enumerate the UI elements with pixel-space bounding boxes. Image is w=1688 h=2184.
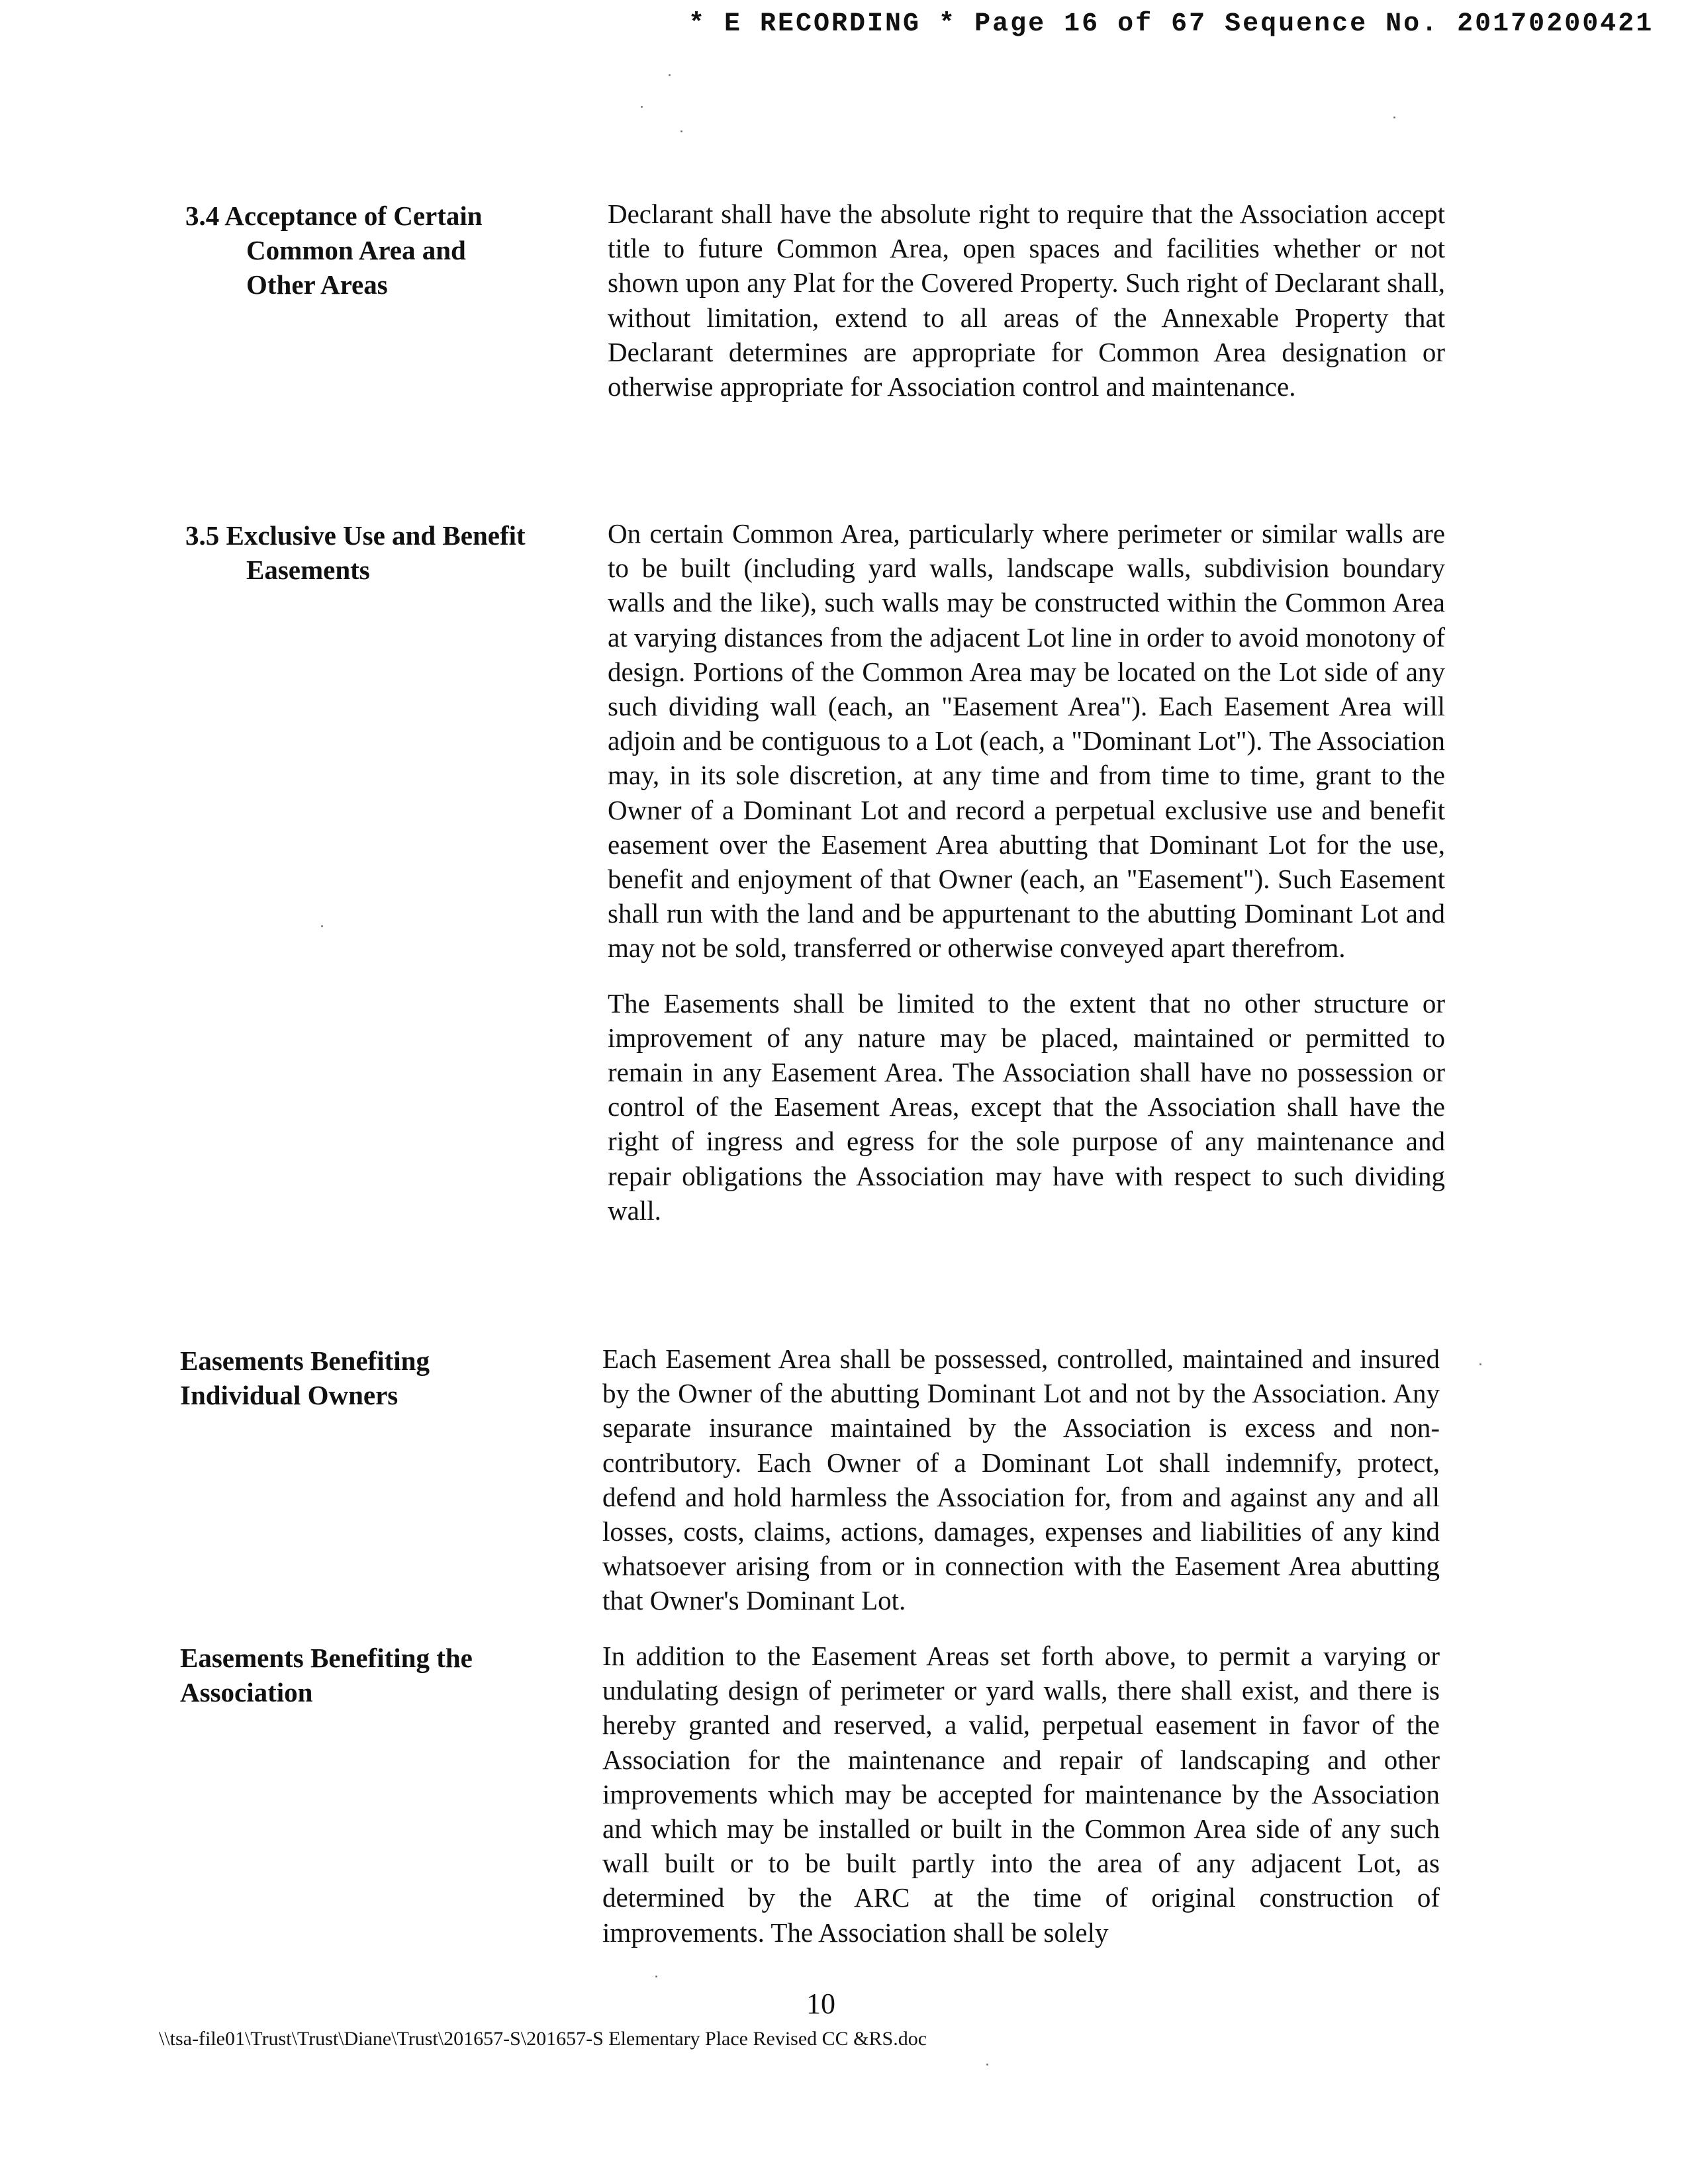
paragraph: On certain Common Area, particularly where perimeter or similar walls are to be built (including yard walls, landscape walls, subdivision boundary walls and the like), such walls may be constructed within the Common Area at varying distances from the adjacent Lot line in order to avoid monotony of design. Portions of the Common Area may be located on the Lot side of any such dividing wall (each, an "Easement Area"). Each Easement Area will adjoin and be contiguous to a Lot (each, a "Dominant Lot"). The Association may, in its sole discretion, at any time and from time to time, grant to the Owner of a Dominant Lot and record a perpetual exclusive use and benefit easement over the Easement Area abutting that Dominant Lot for the use, benefit and enjoyment of that Owner (each, an "Easement"). Such Easement shall run with the land and be appurtenant to the abutting Dominant Lot and may not be sold, transferred or otherwise conveyed apart therefrom. <box>608 518 1445 964</box>
paragraph: In addition to the Easement Areas set forth above, to permit a varying or undulating design of perimeter or yard walls, there shall exist, and there is hereby granted and reserved, a valid, perpetual easement in favor of the Association for the maintenance and repair of landscaping and other improvements which may be accepted for maintenance by the Association and which may be installed or built in the Common Area side of any such wall built or to be built partly into the area of any adjacent Lot, as determined by the ARC at the time of original construction of improvements. The Association shall be solely <box>602 1641 1440 1948</box>
section-body <box>608 516 1445 1248</box>
paragraph: The Easements shall be limited to the extent that no other structure or improvement of any nature may be placed, maintained or permitted to remain in any Easement Area. The Association shall have no possession or control of the Easement Areas, except that the Association shall have the right of ingress and egress for the sole purpose of any maintenance and repair obligations the Association may have with respect to such dividing wall. <box>608 987 1445 1226</box>
scan-speck <box>986 2064 988 2066</box>
scan-speck <box>321 925 323 927</box>
section-body <box>602 1342 1440 1639</box>
heading-line: Association <box>180 1677 313 1707</box>
recording-stamp: * E RECORDING * Page 16 of 67 Sequence No. 20170200421 <box>688 9 1654 39</box>
section-heading <box>180 1343 430 1412</box>
section-heading <box>180 1641 473 1709</box>
heading-line: Individual Owners <box>180 1380 399 1410</box>
section-heading <box>185 199 483 302</box>
section-body <box>602 1639 1440 1970</box>
scan-speck <box>1393 116 1395 118</box>
heading-line: Common Area and <box>246 235 466 265</box>
scan-speck <box>680 130 682 132</box>
heading-line: 3.4 Acceptance of Certain <box>185 201 483 231</box>
heading-line: 3.5 Exclusive Use and Benefit <box>185 520 526 551</box>
section-body <box>608 197 1445 424</box>
scan-speck <box>669 74 671 76</box>
paragraph: Each Easement Area shall be possessed, controlled, maintained and insured by the Owner of the abutting Dominant Lot and not by the Association. Any separate insurance maintained by the Association is excess and non-contributory. Each Owner of a Dominant Lot shall indemnify, protect, defend and hold harmless the Association for, from and against any and all losses, costs, claims, actions, damages, expenses and liabilities of any kind whatsoever arising from or in connection with the Easement Area abutting that Owner's Dominant Lot. <box>602 1343 1440 1616</box>
scan-speck <box>655 1976 657 1978</box>
paragraph: Declarant shall have the absolute right to require that the Association accept title to future Common Area, open spaces and facilities whether or not shown upon any Plat for the Covered Property. Such right of Declarant shall, without limitation, extend to all areas of the Annexable Property that Declarant determines are appropriate for Common Area designation or otherwise appropriate for Association control and maintenance. <box>608 199 1445 402</box>
heading-line: Easements <box>246 555 370 585</box>
section-heading <box>185 518 526 587</box>
page-number: 10 <box>806 1987 835 2020</box>
scan-speck <box>641 106 643 108</box>
heading-line: Easements Benefiting <box>180 1345 430 1376</box>
heading-line: Other Areas <box>246 269 388 300</box>
file-path: \\tsa-file01\Trust\Trust\Diane\Trust\201657-S\201657-S Elementary Place Revised CC &RS.doc <box>159 2028 927 2050</box>
scan-speck <box>1479 1363 1481 1365</box>
heading-line: Easements Benefiting the <box>180 1643 473 1673</box>
